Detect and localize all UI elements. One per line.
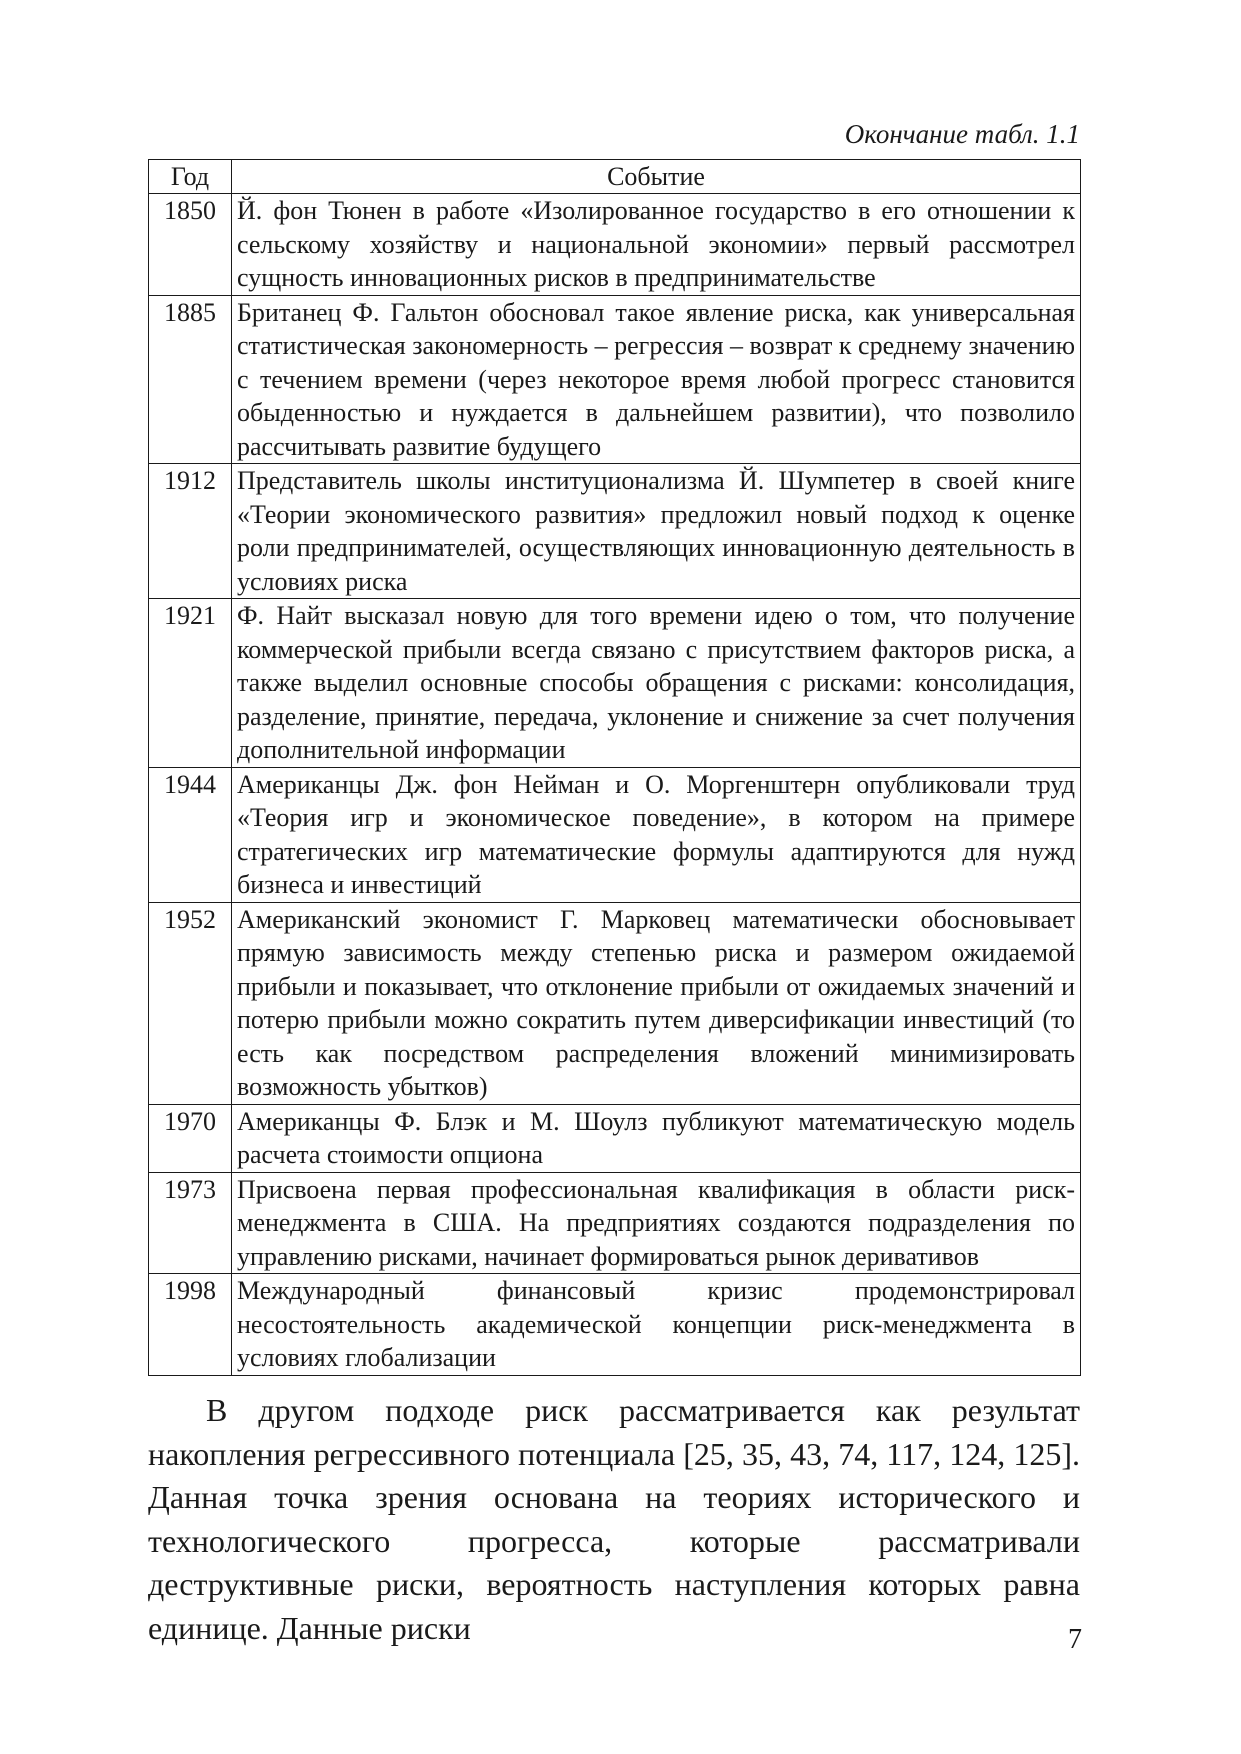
table-row bbox=[149, 295, 1081, 464]
row-event: Американский экономист Г. Марковец математически обосновывает прямую зависимость между степенью риска и размером ожидаемой прибыли и показывает, что отклонение прибыли от ожидаемых значений и потерю прибыли можно сократить путем диверсификации инвестиций (то есть как посредством распределения вложений минимизировать возможность убытков) bbox=[232, 902, 1081, 1104]
row-year: 1952 bbox=[149, 902, 232, 1104]
table-row bbox=[149, 1274, 1081, 1376]
header-year: Год bbox=[149, 160, 232, 194]
row-year: 1921 bbox=[149, 599, 232, 768]
row-event: Американцы Ф. Блэк и М. Шоулз публикуют математическую модель расчета стоимости опциона bbox=[232, 1104, 1081, 1172]
row-event: Й. фон Тюнен в работе «Изолированное государство в его отношении к сельскому хозяйству и национальной экономии» первый рассмотрел сущность инновационных рисков в предпринимательстве bbox=[232, 194, 1081, 296]
row-event: Американцы Дж. фон Нейман и О. Моргенштерн опубликовали труд «Теория игр и экономическое поведение», в котором на примере стратегических игр математические формулы адаптируются для нужд бизнеса и инвестиций bbox=[232, 767, 1081, 902]
row-event: Ф. Найт высказал новую для того времени идею о том, что получение коммерческой прибыли всегда связано с присутствием факторов риска, а также выделил основные способы обращения с рисками: консолидация, разделение, принятие, передача, уклонение и снижение за счет получения дополнительной информации bbox=[232, 599, 1081, 768]
row-event: Международный финансовый кризис продемонстрировал несостоятельность академической концепции риск-менеджмента в условиях глобализации bbox=[232, 1274, 1081, 1376]
table-row bbox=[149, 767, 1081, 902]
table-row bbox=[149, 1104, 1081, 1172]
table-caption: Окончание табл. 1.1 bbox=[844, 119, 1080, 149]
body-paragraph: В другом подходе риск рассматривается как результат накопления регрессивного потенциала [25, 35, 43, 74, 117, 124, 125]. Данная точка зрения основана на теориях исторического и технологического прогресса, которые рассматривали деструктивные риски, вероятность наступления которых равна единице. Данные риски bbox=[148, 1392, 1080, 1646]
table-row bbox=[149, 464, 1081, 599]
table-header-row bbox=[149, 160, 1081, 194]
page-number: 7 bbox=[1068, 1624, 1082, 1655]
table-row bbox=[149, 194, 1081, 296]
table-row bbox=[149, 902, 1081, 1104]
row-year: 1970 bbox=[149, 1104, 232, 1172]
row-event: Британец Ф. Гальтон обосновал такое явление риска, как универсальная статистическая закономерность – регрессия – возврат к среднему значению с течением времени (через некоторое время любой прогресс становится обыденностью и нуждается в дальнейшем развитии), что позволило рассчитывать развитие будущего bbox=[232, 295, 1081, 464]
row-year: 1944 bbox=[149, 767, 232, 902]
row-event: Присвоена первая профессиональная квалификация в области риск-менеджмента в США. На предприятиях создаются подразделения по управлению рисками, начинает формироваться рынок деривативов bbox=[232, 1172, 1081, 1274]
row-year: 1973 bbox=[149, 1172, 232, 1274]
row-year: 1850 bbox=[149, 194, 232, 296]
row-year: 1912 bbox=[149, 464, 232, 599]
header-event: Событие bbox=[232, 160, 1081, 194]
row-event: Представитель школы институционализма Й. Шумпетер в своей книге «Теории экономического развития» предложил новый подход к оценке роли предпринимателей, осуществляющих инновационную деятельность в условиях риска bbox=[232, 464, 1081, 599]
events-table bbox=[148, 159, 1081, 1376]
table-row bbox=[149, 599, 1081, 768]
row-year: 1998 bbox=[149, 1274, 232, 1376]
table-row bbox=[149, 1172, 1081, 1274]
row-year: 1885 bbox=[149, 295, 232, 464]
